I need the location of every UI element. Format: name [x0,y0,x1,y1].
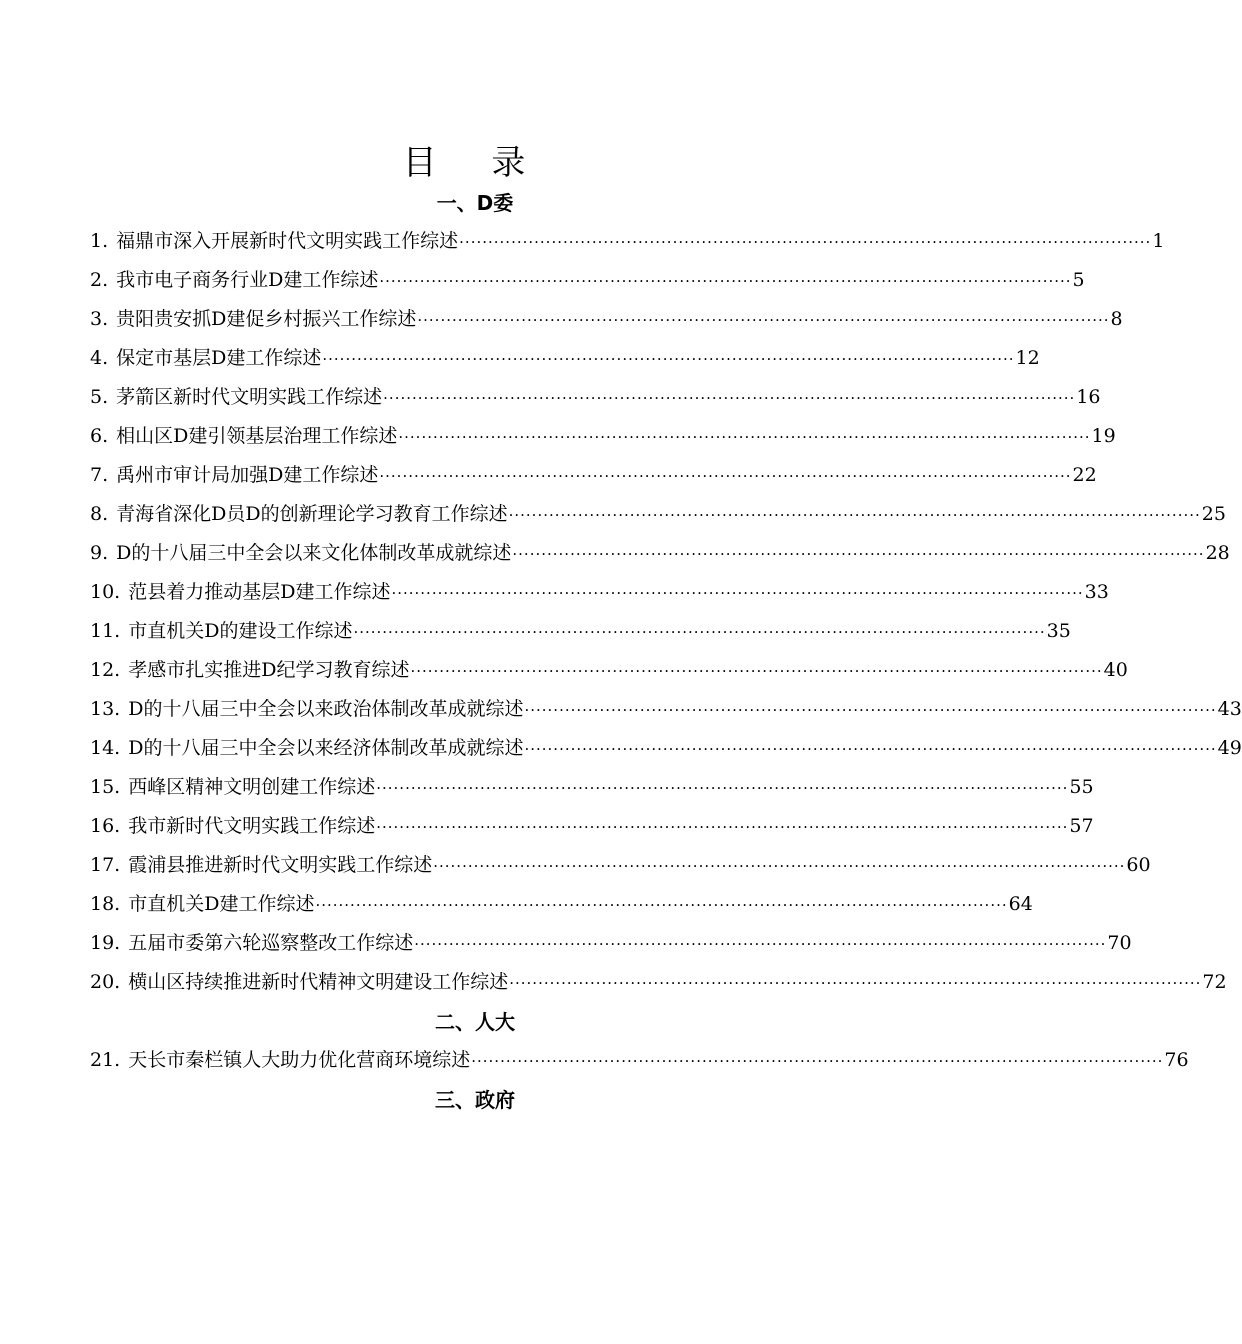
entry-page-number: 64 [1008,893,1033,915]
section-heading: 三、政府 [435,1088,515,1112]
entry-title: 西峰区精神文明创建工作综述 [128,776,376,798]
leader-dots: ························································································································ [509,974,1202,992]
entry-number: 15. [90,776,121,798]
leader-dots: ························································································································ [524,740,1217,758]
entry-title: 我市电子商务行业D建工作综述 [116,269,379,291]
entry-page-number: 22 [1072,464,1097,486]
leader-dots: ························································································································ [417,311,1110,329]
entry-title: D的十八届三中全会以来经济体制改革成就综述 [128,737,524,759]
entry-number: 18. [90,893,121,915]
leader-dots: ························································································································ [322,350,1015,368]
toc-entry[interactable] [90,227,1165,255]
leader-dots: ························································································································ [379,467,1072,485]
entry-number: 6. [90,425,109,447]
leader-dots: ························································································································ [471,1052,1164,1070]
entry-title: 孝感市扎实推进D纪学习教育综述 [128,659,410,681]
toc-entry[interactable] [90,500,1226,528]
toc-entry[interactable] [90,851,1151,879]
toc-entry[interactable] [90,383,1101,411]
entry-number: 20. [90,971,121,993]
entry-number: 10. [90,581,121,603]
entry-page-number: 33 [1084,581,1109,603]
entry-page-number: 60 [1126,854,1151,876]
entry-title: 市直机关D建工作综述 [128,893,315,915]
toc-entry[interactable] [90,422,1116,450]
entry-page-number: 5 [1072,269,1085,291]
entry-page-number: 28 [1205,542,1230,564]
toc-entry[interactable] [90,734,1242,762]
leader-dots: ························································································································ [391,584,1084,602]
entry-page-number: 8 [1110,308,1123,330]
leader-dots: ························································································································ [459,233,1152,251]
entry-title: 天长市秦栏镇人大助力优化营商环境综述 [128,1049,471,1071]
toc-entry[interactable] [90,812,1094,840]
leader-dots: ························································································································ [353,623,1046,641]
leader-dots: ························································································································ [433,857,1126,875]
leader-dots: ························································································································ [376,818,1069,836]
entry-title: 霞浦县推进新时代文明实践工作综述 [128,854,433,876]
entry-title: D的十八届三中全会以来文化体制改革成就综述 [116,542,512,564]
toc-entry[interactable] [90,929,1132,957]
entry-title: 茅箭区新时代文明实践工作综述 [116,386,383,408]
entry-page-number: 25 [1201,503,1226,525]
toc-entry[interactable] [90,578,1109,606]
entry-number: 13. [90,698,121,720]
entry-title: 贵阳贵安抓D建促乡村振兴工作综述 [116,308,417,330]
entry-number: 1. [90,230,109,252]
toc-entry[interactable] [90,656,1128,684]
entry-page-number: 40 [1103,659,1128,681]
leader-dots: ························································································································ [383,389,1076,407]
entry-number: 19. [90,932,121,954]
entry-page-number: 12 [1015,347,1040,369]
entry-number: 14. [90,737,121,759]
leader-dots: ························································································································ [315,896,1008,914]
toc-entry[interactable] [90,539,1230,567]
toc-title: 目 录 [402,143,548,183]
toc-entry[interactable] [90,617,1071,645]
entry-title: 五届市委第六轮巡察整改工作综述 [128,932,414,954]
toc-entry[interactable] [90,461,1097,489]
entry-number: 16. [90,815,121,837]
entry-title: 保定市基层D建工作综述 [116,347,322,369]
toc-entry[interactable] [90,305,1123,333]
entry-page-number: 43 [1217,698,1242,720]
entry-title: 横山区持续推进新时代精神文明建设工作综述 [128,971,509,993]
entry-number: 2. [90,269,109,291]
entry-page-number: 35 [1046,620,1071,642]
toc-entry[interactable] [90,890,1033,918]
entry-page-number: 16 [1076,386,1101,408]
entry-page-number: 55 [1069,776,1094,798]
entry-page-number: 72 [1202,971,1227,993]
entry-title: 青海省深化D员D的创新理论学习教育工作综述 [116,503,508,525]
entry-page-number: 70 [1107,932,1132,954]
entry-title: 我市新时代文明实践工作综述 [128,815,376,837]
entry-number: 5. [90,386,109,408]
leader-dots: ························································································································ [376,779,1069,797]
entry-number: 11. [90,620,121,642]
entry-title: 福鼎市深入开展新时代文明实践工作综述 [116,230,459,252]
entry-title: 市直机关D的建设工作综述 [128,620,353,642]
section-heading: 一、D委 [436,191,514,215]
leader-dots: ························································································································ [410,662,1103,680]
entry-number: 8. [90,503,109,525]
toc-entry[interactable] [90,773,1094,801]
entry-title: D的十八届三中全会以来政治体制改革成就综述 [128,698,524,720]
entry-number: 7. [90,464,109,486]
entry-title: 相山区D建引领基层治理工作综述 [116,425,398,447]
entry-number: 17. [90,854,121,876]
leader-dots: ························································································································ [398,428,1091,446]
entry-number: 9. [90,542,109,564]
entry-number: 21. [90,1049,121,1071]
leader-dots: ························································································································ [508,506,1201,524]
toc-entry[interactable] [90,695,1242,723]
entry-page-number: 76 [1164,1049,1189,1071]
leader-dots: ························································································································ [512,545,1205,563]
leader-dots: ························································································································ [379,272,1072,290]
entry-title: 范县着力推动基层D建工作综述 [128,581,391,603]
entry-title: 禹州市审计局加强D建工作综述 [116,464,379,486]
entry-page-number: 1 [1152,230,1165,252]
entry-page-number: 49 [1217,737,1242,759]
entry-number: 4. [90,347,109,369]
toc-entry[interactable] [90,968,1227,996]
entry-page-number: 19 [1091,425,1116,447]
entry-number: 3. [90,308,109,330]
toc-entry[interactable] [90,344,1040,372]
toc-entry[interactable] [90,266,1085,294]
entry-number: 12. [90,659,121,681]
leader-dots: ························································································································ [524,701,1217,719]
entry-page-number: 57 [1069,815,1094,837]
section-heading: 二、人大 [435,1010,515,1034]
toc-entry[interactable] [90,1046,1189,1074]
leader-dots: ························································································································ [414,935,1107,953]
